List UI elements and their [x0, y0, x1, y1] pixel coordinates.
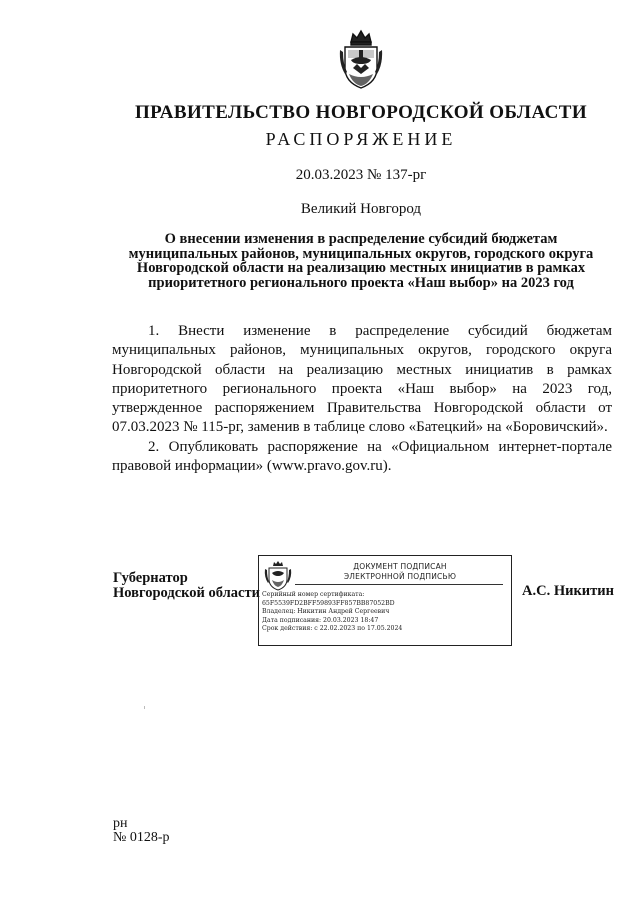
government-title: ПРАВИТЕЛЬСТВО НОВГОРОДСКОЙ ОБЛАСТИ [135, 102, 587, 123]
esign-title-line1: ДОКУМЕНТ ПОДПИСАН [353, 562, 447, 571]
signatory-title: Губернатор [113, 570, 188, 586]
novgorod-coat-of-arms-icon [339, 28, 383, 90]
esign-serial: 65F5539FD2BFF59893FF857BB87052BD [262, 599, 395, 607]
document-body [112, 322, 612, 476]
body-paragraph-2: 2. Опубликовать распоряжение на «Официальном интернет-портале правовой информации» (www.pravo.gov.ru). [112, 438, 612, 475]
esign-signed-date: Дата подписания: 20.03.2023 18:47 [262, 616, 379, 624]
novgorod-coat-of-arms-icon [264, 561, 292, 591]
subject-line: приоритетного регионального проекта «Наш выбор» на 2023 год [148, 274, 574, 291]
document-city: Великий Новгород [300, 201, 422, 217]
signatory-position [113, 571, 260, 601]
body-paragraph-1: 1. Внести изменение в распределение субсидий бюджетам муниципальных районов, муниципальных округов, городского округа Новгородской области на реализацию местных инициатив в рамках приоритетного регионального проекта «Наш выбор» на 2023 год, утвержденное распоряжением Правительства Новгородской области от 07.03.2023 № 115-рг, заменив в таблице слово «Батецкий» на «Боровичский». [112, 323, 612, 436]
subject-line: муниципальных районов, муниципальных округов, городского округа [128, 245, 594, 262]
esign-title-line2: ЭЛЕКТРОННОЙ ПОДПИСЬЮ [343, 572, 457, 581]
subject-line: О внесении изменения в распределение субсидий бюджетам [164, 231, 558, 247]
document-subject [112, 232, 610, 290]
scan-mark [144, 706, 145, 709]
footer-initials: рн [113, 816, 128, 831]
electronic-signature-stamp [258, 555, 512, 646]
document-footer [113, 817, 170, 845]
esign-details [262, 591, 402, 634]
esign-heading [297, 562, 503, 582]
document-date-number: 20.03.2023 № 137-рг [295, 167, 427, 183]
signatory-region: Новгородской области [113, 585, 260, 601]
esign-serial-label: Серийный номер сертификата: [262, 591, 365, 598]
footer-number: № 0128-р [113, 830, 170, 845]
document-type: РАСПОРЯЖЕНИЕ [265, 129, 457, 149]
subject-line: Новгородской области на реализацию местных инициатив в рамках [136, 260, 586, 276]
esign-owner: Владелец: Никитин Андрей Сергеевич [262, 608, 390, 615]
signatory-name: А.С. Никитин [522, 583, 614, 599]
esign-divider [295, 584, 503, 585]
esign-validity: Срок действия: с 22.02.2023 по 17.05.2024 [262, 625, 403, 632]
